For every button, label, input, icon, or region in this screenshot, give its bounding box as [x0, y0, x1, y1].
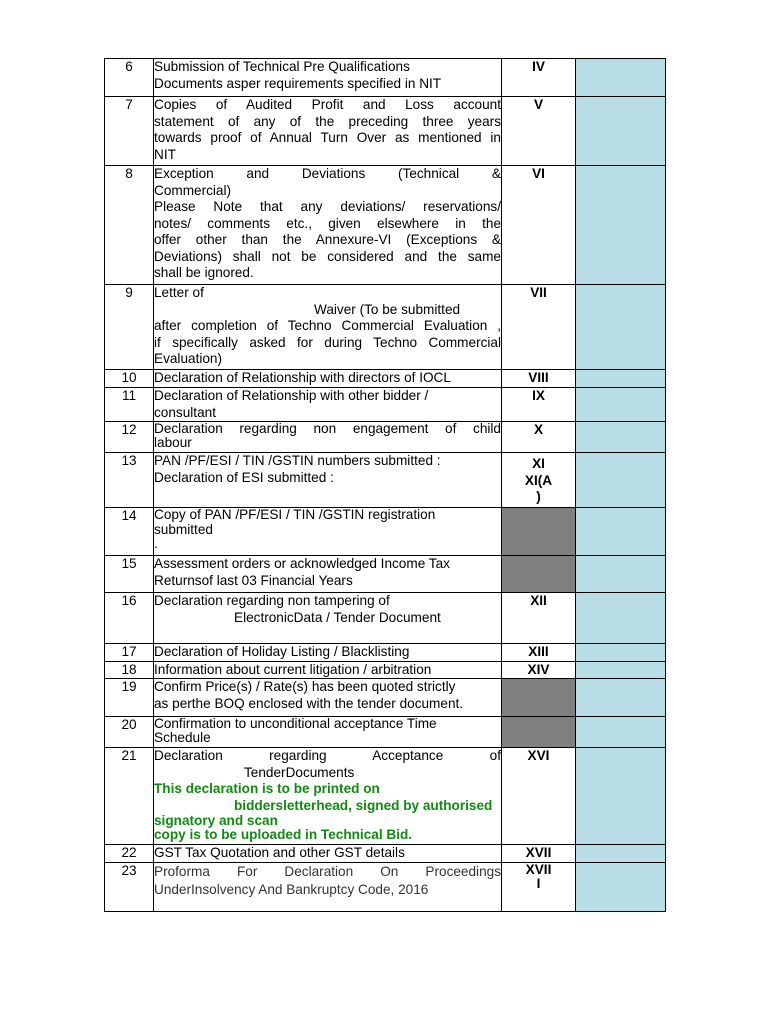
- status-cell: [576, 370, 666, 388]
- submission-checklist-table: [104, 58, 666, 912]
- status-cell: [576, 593, 666, 644]
- status-cell: [576, 862, 666, 911]
- note-text: This declaration is to be printed on: [154, 781, 380, 796]
- status-cell: [576, 453, 666, 508]
- table-row: [105, 644, 666, 662]
- annexure-ref: XII: [502, 593, 576, 644]
- status-cell: [576, 285, 666, 370]
- row-number: 16: [105, 593, 154, 644]
- row-number: 23: [105, 862, 154, 911]
- row-description: Assessment orders or acknowledged Income Tax Returnsof last 03 Financial Years: [154, 556, 502, 593]
- row-number: 15: [105, 556, 154, 593]
- annexure-ref: X: [502, 422, 576, 453]
- status-cell: [576, 679, 666, 717]
- annexure-ref: XVI: [502, 748, 576, 845]
- table-row: [105, 388, 666, 422]
- annexure-ref: V: [502, 97, 576, 166]
- annexure-ref: IV: [502, 59, 576, 97]
- row-number: 7: [105, 97, 154, 166]
- status-cell: [576, 166, 666, 285]
- table-row: [105, 845, 666, 863]
- row-number: 18: [105, 661, 154, 679]
- annexure-ref: XI XI(A ): [502, 453, 576, 508]
- shaded-annexure-cell: [502, 556, 576, 593]
- table-row: [105, 59, 666, 97]
- table-row: [105, 679, 666, 717]
- row-number: 6: [105, 59, 154, 97]
- status-cell: [576, 388, 666, 422]
- row-description: Information about current litigation / arbitration: [154, 661, 502, 679]
- status-cell: [576, 97, 666, 166]
- status-cell: [576, 661, 666, 679]
- row-description: Declaration of Holiday Listing / Blacklisting: [154, 644, 502, 662]
- row-number: 20: [105, 717, 154, 748]
- row-description: Declaration regarding Acceptance of TenderDocuments This declaration is to be printed on biddersletterhead, signed by authorised signatory and scan copy is to be uploaded in Technical Bid.: [154, 748, 502, 845]
- annexure-ref: VI: [502, 166, 576, 285]
- table-row: [105, 661, 666, 679]
- table-row: [105, 166, 666, 285]
- table-row: [105, 556, 666, 593]
- table-row: [105, 593, 666, 644]
- table-row: [105, 370, 666, 388]
- status-cell: [576, 556, 666, 593]
- shaded-annexure-cell: [502, 679, 576, 717]
- row-description: PAN /PF/ESI / TIN /GSTIN numbers submitted : Declaration of ESI submitted :: [154, 453, 502, 508]
- row-description: Copy of PAN /PF/ESI / TIN /GSTIN registration submitted .: [154, 508, 502, 556]
- row-number: 19: [105, 679, 154, 717]
- note-text: biddersletterhead, signed by authorised: [234, 797, 493, 813]
- row-number: 17: [105, 644, 154, 662]
- table-row: [105, 748, 666, 845]
- row-description: Exception and Deviations (Technical & Commercial) Please Note that any deviations/ reservations/ notes/ comments etc., given elsewhere in the offer other than the Annexure-VI (Exceptions & Deviations) shall not be considered and the same shall be ignored.: [154, 166, 502, 285]
- table-row: [105, 422, 666, 453]
- row-description: Declaration of Relationship with other bidder / consultant: [154, 388, 502, 422]
- note-text: copy is to be uploaded in Technical Bid.: [154, 827, 413, 842]
- row-description: Declaration regarding non engagement of child labour: [154, 422, 502, 453]
- annexure-ref: VII: [502, 285, 576, 370]
- row-number: 21: [105, 748, 154, 845]
- status-cell: [576, 59, 666, 97]
- row-number: 14: [105, 508, 154, 556]
- status-cell: [576, 422, 666, 453]
- annexure-ref: VIII: [502, 370, 576, 388]
- shaded-annexure-cell: [502, 717, 576, 748]
- row-number: 22: [105, 845, 154, 863]
- status-cell: [576, 508, 666, 556]
- row-description: Letter of Waiver (To be submitted after completion of Techno Commercial Evaluation , if specifically asked for during Techno Commercial Evaluation): [154, 285, 502, 370]
- row-number: 10: [105, 370, 154, 388]
- status-cell: [576, 748, 666, 845]
- table-row: [105, 717, 666, 748]
- row-number: 11: [105, 388, 154, 422]
- row-description: Declaration regarding non tampering of ElectronicData / Tender Document: [154, 593, 502, 644]
- table-row: [105, 453, 666, 508]
- annexure-ref: XVII I: [502, 862, 576, 911]
- row-description: GST Tax Quotation and other GST details: [154, 845, 502, 863]
- row-number: 12: [105, 422, 154, 453]
- row-description: Proforma For Declaration On Proceedings UnderInsolvency And Bankruptcy Code, 2016: [154, 862, 502, 911]
- status-cell: [576, 644, 666, 662]
- row-number: 13: [105, 453, 154, 508]
- annexure-ref: XIV: [502, 661, 576, 679]
- status-cell: [576, 845, 666, 863]
- row-number: 8: [105, 166, 154, 285]
- row-number: 9: [105, 285, 154, 370]
- row-description: Submission of Technical Pre Qualifications Documents asper requirements specified in NIT: [154, 59, 502, 97]
- row-description: Copies of Audited Profit and Loss account statement of any of the preceding three years towards proof of Annual Turn Over as mentioned in NIT: [154, 97, 502, 166]
- row-description: Confirmation to unconditional acceptance Time Schedule: [154, 717, 502, 748]
- status-cell: [576, 717, 666, 748]
- annexure-ref: IX: [502, 388, 576, 422]
- table-row: [105, 862, 666, 911]
- row-description: Declaration of Relationship with directors of IOCL: [154, 370, 502, 388]
- note-text: signatory and scan: [154, 813, 278, 828]
- row-description: Confirm Price(s) / Rate(s) has been quoted strictly as perthe BOQ enclosed with the tender document.: [154, 679, 502, 717]
- table-row: [105, 508, 666, 556]
- annexure-ref: XVII: [502, 845, 576, 863]
- table-row: [105, 285, 666, 370]
- table-row: [105, 97, 666, 166]
- shaded-annexure-cell: [502, 508, 576, 556]
- annexure-ref: XIII: [502, 644, 576, 662]
